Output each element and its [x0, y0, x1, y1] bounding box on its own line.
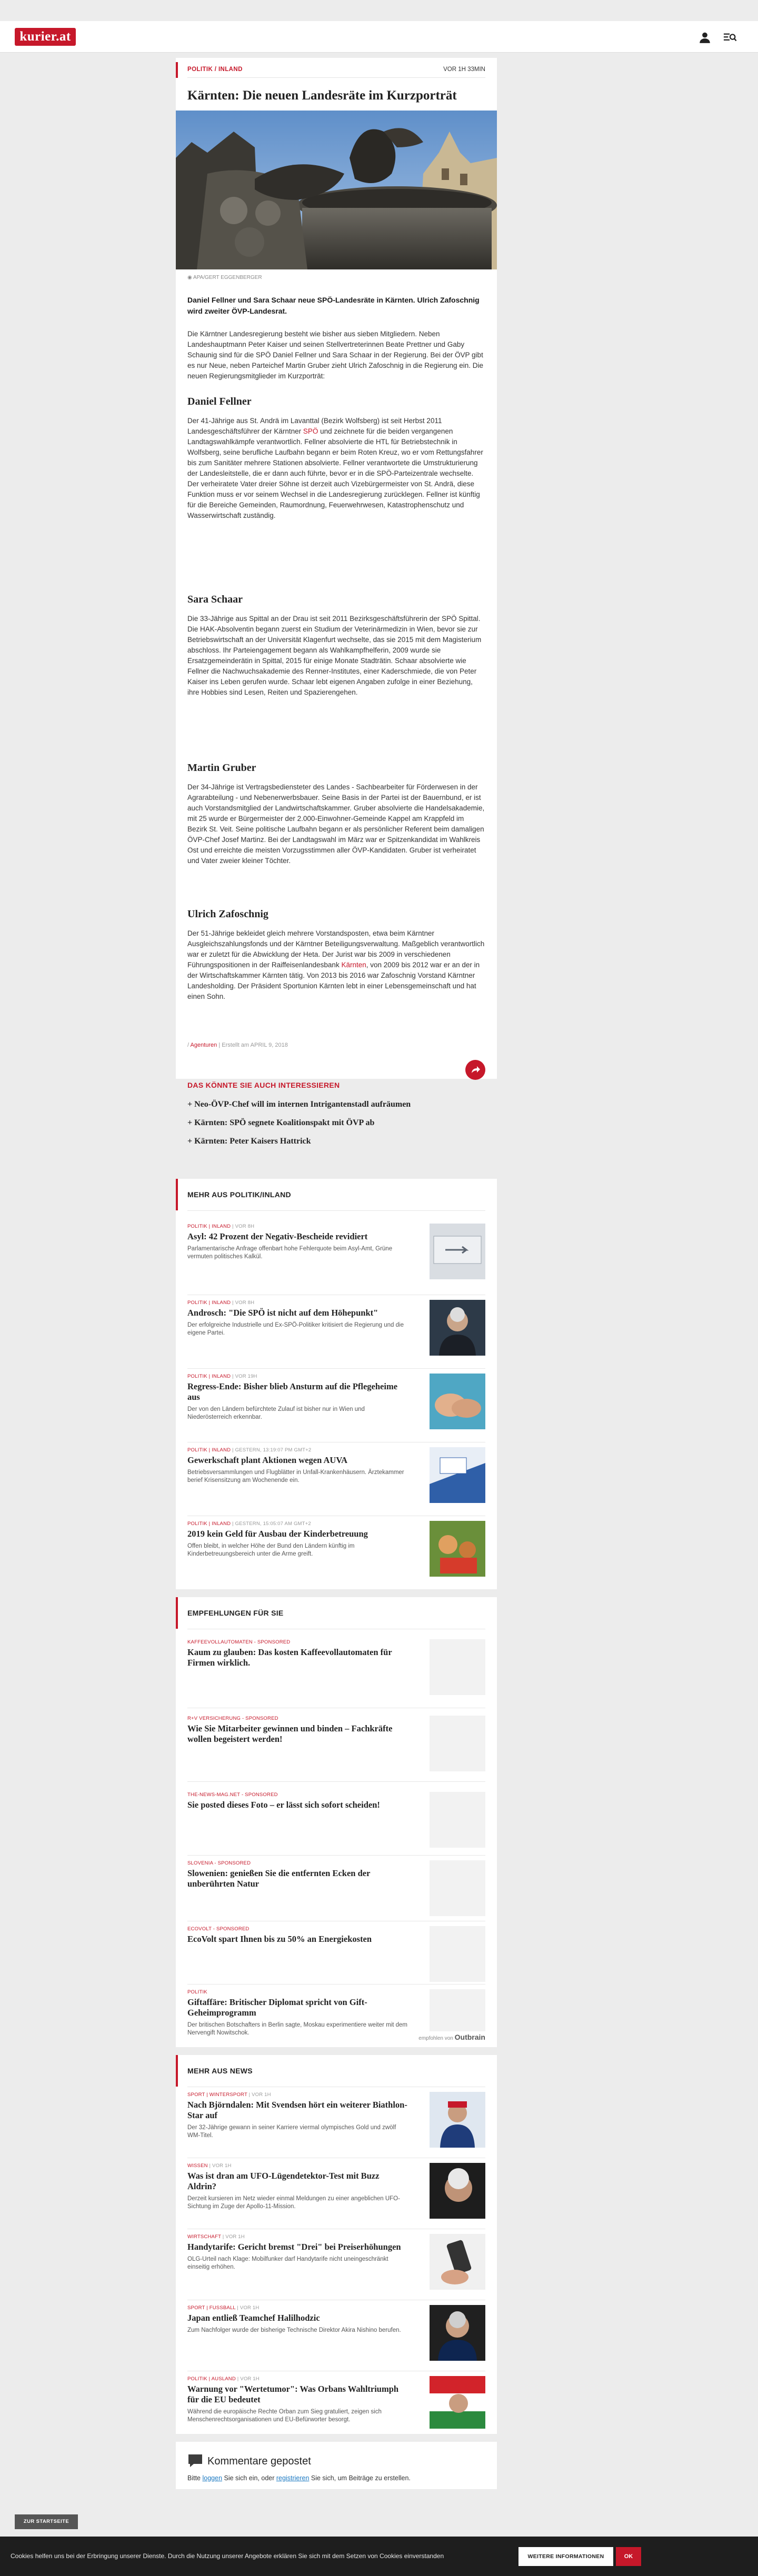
- link-spoe[interactable]: SPÖ: [303, 427, 318, 435]
- teaser-image: [430, 2376, 485, 2429]
- sponsored-teaser[interactable]: [187, 1639, 485, 1695]
- article-byline: / Agenturen | Erstellt am APRIL 9, 2018: [187, 1042, 288, 1048]
- teaser-image: [430, 1521, 485, 1577]
- teaser-image: [430, 1716, 485, 1771]
- teaser-description: Betriebsversammlungen und Flugblätter in Unfall-Krankenhäusern. Ärztekammer berief Krisensitzung am Wochenende ein.: [187, 1469, 404, 1484]
- teaser-title: Wie Sie Mitarbeiter gewinnen und binden – Fachkräfte wollen begeistert werden!: [187, 1723, 393, 1744]
- teaser[interactable]: [187, 1447, 485, 1503]
- teaser-title: EcoVolt spart Ihnen bis zu 50% an Energiekosten: [187, 1934, 372, 1944]
- article-intro: Die Kärntner Landesregierung besteht wie bisher aus sieben Mitgliedern. Neben Landeshauptmann Peter Kaiser und seinen Stellvertreterinnen Beate Prettner und Gaby Schaunig sind für die SPÖ Daniel Fellner und Sara Schaar in der Regierung. Bei der ÖVP gibt es nur Neue, neben Parteichef Martin Gruber zieht Ulrich Zafoschnig in die Regierung ein. Die neuen Regierungsmitglieder im Kurzporträt:: [187, 330, 484, 380]
- teaser-title: Kaum zu glauben: Das kosten Kaffeevollautomaten für Firmen wirklich.: [187, 1647, 392, 1668]
- teaser-category: R+V VERSICHERUNG - SPONSORED: [187, 1716, 278, 1721]
- interesting-link[interactable]: + Kärnten: Peter Kaisers Hattrick: [187, 1137, 311, 1146]
- teaser-title: 2019 kein Geld für Ausbau der Kinderbetreuung: [187, 1529, 368, 1539]
- cookie-accept-button[interactable]: OK: [616, 2547, 641, 2566]
- article-time: VOR 1H 33MIN: [443, 66, 485, 73]
- teaser-title: Warnung vor "Wertetumor": Was Orbans Wahltriumph für die EU bedeutet: [187, 2384, 399, 2404]
- sponsored-teaser[interactable]: [187, 1860, 485, 1916]
- home-button[interactable]: ZUR STARTSEITE: [15, 2514, 78, 2529]
- site-logo[interactable]: kurier.at: [15, 28, 76, 46]
- search-menu-icon[interactable]: [723, 31, 737, 44]
- section-text-gruber: Der 34-Jährige ist Vertragsbediensteter des Landes - Sachbearbeiter für Förderwesen in der Agrarabteilung - und Nebenerwerbsbauer. Seine Basis in der Partei ist der Bauernbund, er ist auch Vorstandsmitglied der Landwirtschaftskammer. Gruber absolvierte die Handelsakademie, mit 25 wurde er Bürgermeister der 2.000-Einwohner-Gemeinde Kappel am Krappfeld im Bezirk St. Veit. Seine politische Laufbahn begann er als persönlicher Referent beim damaligen ÖVP-Chef Josef Martinz. Bei der Landtagswahl im März war er Spitzenkandidat im Wahlkreis Ost und erreichte die meisten Vorzugsstimmen aller ÖVP-Kandidaten. Gruber ist verheiratet und Vater zweier kleiner Töchter.: [187, 783, 485, 865]
- teaser-category: POLITIK | INLAND | GESTERN, 15:05:07 AM GMT+2: [187, 1521, 311, 1527]
- section-marker: [176, 1597, 178, 1629]
- teaser-description: Der erfolgreiche Industrielle und Ex-SPÖ-Politiker kritisiert die Regierung und die eigene Partei.: [187, 1322, 404, 1336]
- teaser-title: Japan entließ Teamchef Halilhodzic: [187, 2313, 320, 2323]
- teaser-category: WISSEN | VOR 1H: [187, 2163, 232, 2169]
- teaser[interactable]: [187, 1374, 485, 1429]
- teaser[interactable]: [187, 2234, 485, 2290]
- article-lead: Daniel Fellner und Sara Schaar neue SPÖ-Landesräte in Kärnten. Ulrich Zafoschnig wird zweiter ÖVP-Landesrat.: [187, 296, 480, 315]
- teaser-image: [430, 1224, 485, 1279]
- teaser-category: POLITIK | INLAND | VOR 19H: [187, 1374, 257, 1379]
- teaser[interactable]: [187, 2163, 485, 2219]
- section-heading-schaar: Sara Schaar: [187, 594, 243, 605]
- teaser-image: [430, 1989, 485, 2031]
- teaser-image: [430, 1447, 485, 1503]
- header-icons: [698, 31, 737, 44]
- cookie-more-info-button[interactable]: WEITERE INFORMATIONEN: [518, 2547, 613, 2566]
- image-credit-text: APA/GERT EGGENBERGER: [193, 275, 262, 280]
- cookie-text: Cookies helfen uns bei der Erbringung unserer Dienste. Durch die Nutzung unserer Angebote erklären Sie sich mit dem Setzen von Cookies einverstanden: [11, 2552, 444, 2560]
- register-link[interactable]: registrieren: [276, 2474, 310, 2482]
- more-politik-section: [176, 1179, 497, 1589]
- teaser-description: Parlamentarische Anfrage offenbart hohe Fehlerquote beim Asyl-Amt, Grüne vermuten politisches Kalkül.: [187, 1246, 393, 1260]
- teaser-image: [430, 2305, 485, 2361]
- teaser-description: Offen bleibt, in welcher Höhe der Bund den Ländern künftig im Kinderbetreuungsbereich unter die Arme greift.: [187, 1543, 355, 1557]
- teaser-category: WIRTSCHAFT | VOR 1H: [187, 2234, 245, 2240]
- teaser-category: POLITIK | INLAND | VOR 8H: [187, 1300, 255, 1306]
- section-marker: [176, 1179, 178, 1210]
- cookie-banner: [0, 2537, 758, 2576]
- teaser-title: Asyl: 42 Prozent der Negativ-Bescheide revidiert: [187, 1231, 368, 1241]
- interesting-link[interactable]: + Kärnten: SPÖ segnete Koalitionspakt mit ÖVP ab: [187, 1118, 375, 1127]
- teaser-category: SPORT | FUSSBALL | VOR 1H: [187, 2305, 260, 2311]
- divider: [187, 1781, 485, 1782]
- teaser-title: Androsch: "Die SPÖ ist nicht auf dem Höhepunkt": [187, 1308, 378, 1318]
- divider: [187, 1368, 485, 1369]
- teaser-image: [430, 2163, 485, 2219]
- teaser-image: [430, 1860, 485, 1916]
- comment-icon: [187, 2453, 203, 2468]
- comments-section: [176, 2442, 497, 2489]
- camera-icon: ◉: [187, 275, 193, 280]
- article: [176, 58, 497, 1079]
- section-text-schaar: Die 33-Jährige aus Spittal an der Drau ist seit 2011 Bezirksgeschäftsführerin der SPÖ Spittal. Die HAK-Absolventin begann zuerst ein Studium der Veterinärmedizin in Wien, bevor sie zur Betriebswirtschaft an der Universität Klagenfurt wechselte, das sie 2015 mit dem Magisterium abschloss. Ihr Parteiengagement begann als Wahlkampfhelferin, 2009 wurde sie Ersatzgemeinderätin in Spittal, 2015 für einige Monate Stadträtin. Schaar absolvierte wie Fellner die Nachwuchsakademie des Renner-Institutes, einer Kaderschmiede, die von Peter Kaiser ins Leben gerufen wurde. Schaar lebt eigenen Angaben zufolge in einer Beziehung, ihre Hobbies sind Lesen, Reiten und Spazierengehen.: [187, 615, 482, 696]
- teaser-image: [430, 1639, 485, 1695]
- teaser-title: Nach Björndalen: Mit Svendsen hört ein weiterer Biathlon-Star auf: [187, 2100, 407, 2120]
- teaser-title: Slowenien: genießen Sie die entfernten Ecken der unberührten Natur: [187, 1868, 371, 1889]
- category-marker: [176, 62, 178, 78]
- section-text-zafoschnig: Der 51-Jährige bekleidet gleich mehrere Vorstandsposten, etwa beim Kärntner Ausgleichszahlungsfonds und der Kärntner Beteiligungsverwaltung. Maßgeblich verantwortlich war er zuletzt für die Abwicklung der Heta. Der Jurist war bis 2009 in verschiedenen Führungspositionen in der Raiffeisenlandesbank Kärnten, von 2009 bis 2012 war er an der in der Wirtschaftskammer Kärnten tätig. Von 2013 bis 2016 war Zafoschnig Vorstand Kärntner Landesholding. Der Präsident Sportunion Kärnten lebt in einer Lebensgemeinschaft und hat einen Sohn.: [187, 929, 485, 1000]
- section-heading-fellner: Daniel Fellner: [187, 396, 252, 407]
- section-text-fellner: Der 41-Jährige aus St. Andrä im Lavanttal (Bezirk Wolfsberg) ist seit Herbst 2011 Landesgeschäftsführer der Kärntner SPÖ und zeichnete für die beiden vergangenen Landtagswahlkämpfe verantwortlich. Fellner absolvierte die HTL für Betriebstechnik in Wolfsberg, seine berufliche Laufbahn begann er beim Roten Kreuz, wo er vom Rettungsfahrer bis zum Sanitäter mehrere Stationen absolvierte. Fellner verantwortete die Umstrukturierung der Landesleitstelle, die er dann auch führte, bevor er in die SPÖ-Parteizentrale wechselte. Der verheiratete Vater dreier Söhne ist derzeit auch Vizebürgermeister von St. Andrä, diese Funktion muss er vor seinem Wechsel in die Landesregierung zurücklegen. Fellner ist künftig für die Bereiche Gemeinden, Raumordnung, Feuerwehrwesen, Katastrophenschutz und Wasserwirtschaft zuständig.: [187, 417, 483, 519]
- share-arrow-icon: [465, 1060, 485, 1080]
- teaser-image: [430, 2234, 485, 2290]
- more-news-section: [176, 2055, 497, 2434]
- author-link[interactable]: Agenturen: [190, 1042, 217, 1048]
- section-heading: MEHR AUS NEWS: [187, 2067, 253, 2075]
- recommendations-section: [176, 1597, 497, 2047]
- interesting-link[interactable]: + Neo-ÖVP-Chef will im internen Intrigantenstadl aufräumen: [187, 1100, 411, 1109]
- article-title: Kärnten: Die neuen Landesräte im Kurzporträt: [187, 88, 457, 103]
- section-heading-gruber: Martin Gruber: [187, 762, 256, 774]
- teaser-category: POLITIK | INLAND | VOR 8H: [187, 1224, 255, 1229]
- teaser[interactable]: [187, 1224, 485, 1279]
- outbrain-credit[interactable]: empfohlen von Outbrain: [418, 2033, 485, 2041]
- teaser-description: Der 32-Jährige gewann in seiner Karriere viermal olympisches Gold und zwölf WM-Titel.: [187, 2124, 396, 2139]
- image-credit: [187, 275, 262, 280]
- section-heading: EMPFEHLUNGEN FÜR SIE: [187, 1609, 284, 1617]
- teaser-category: POLITIK: [187, 1989, 207, 1995]
- teaser-description: Derzeit kursieren im Netz wieder einmal Meldungen zu einer angeblichen UFO-Sichtung im Zuge der Apollo-11-Mission.: [187, 2196, 400, 2210]
- section-heading: MEHR AUS POLITIK/INLAND: [187, 1190, 291, 1199]
- sponsored-teaser[interactable]: [187, 1792, 485, 1848]
- teaser-title: Gewerkschaft plant Aktionen wegen AUVA: [187, 1455, 348, 1465]
- teaser-description: OLG-Urteil nach Klage: Mobilfunker darf Handytarife nicht uneingeschränkt einseitig erhöhen.: [187, 2256, 388, 2270]
- teaser[interactable]: [187, 2376, 485, 2432]
- teaser-title: Sie posted dieses Foto – er lässt sich sofort scheiden!: [187, 1800, 380, 1810]
- teaser-title: Giftaffäre: Britischer Diplomat spricht von Gift-Geheimprogramm: [187, 1997, 367, 2018]
- teaser-description: Der britischen Botschafters in Berlin sagte, Moskau experimentiere weiter mit dem Nervengift Nowitschok.: [187, 2022, 408, 2036]
- teaser[interactable]: [187, 1989, 485, 2036]
- teaser[interactable]: [187, 1300, 485, 1356]
- teaser-category: POLITIK | AUSLAND | VOR 1H: [187, 2376, 260, 2382]
- comments-login-hint: Bitte loggen Sie sich ein, oder registrieren Sie sich, um Beiträge zu erstellen.: [187, 2474, 411, 2482]
- teaser-category: THE-NEWS-MAG.NET - SPONSORED: [187, 1792, 278, 1798]
- site-header: [0, 21, 758, 53]
- teaser-description: Während die europäische Rechte Orban zum Sieg gratuliert, zeigen sich Menschenrechtsorganisationen und EU-Befürworter besorgt.: [187, 2409, 382, 2423]
- link-kaernten[interactable]: Kärnten: [341, 961, 366, 969]
- login-link[interactable]: loggen: [202, 2474, 223, 2482]
- share-button[interactable]: [465, 1060, 485, 1080]
- section-marker: [176, 2055, 178, 2087]
- teaser-category: SLOVENIA - SPONSORED: [187, 1860, 251, 1866]
- comments-heading: Kommentare gepostet: [207, 2455, 311, 2467]
- interesting-heading: DAS KÖNNTE SIE AUCH INTERESSIEREN: [187, 1081, 340, 1089]
- teaser-image: [430, 1792, 485, 1848]
- teaser-title: Regress-Ende: Bisher blieb Ansturm auf die Pflegeheime aus: [187, 1381, 398, 1402]
- teaser-category: POLITIK | INLAND | GESTERN, 13:19:07 PM GMT+2: [187, 1447, 312, 1453]
- teaser-category: KAFFEEVOLLAUTOMATEN - SPONSORED: [187, 1639, 291, 1645]
- teaser-title: Was ist dran am UFO-Lügendetektor-Test mit Buzz Aldrin?: [187, 2171, 380, 2191]
- sponsored-teaser[interactable]: [187, 1716, 485, 1771]
- teaser-image: [430, 1926, 485, 1982]
- teaser-title: Handytarife: Gericht bremst "Drei" bei Preiserhöhungen: [187, 2242, 401, 2252]
- teaser-image: [430, 1374, 485, 1429]
- teaser[interactable]: [187, 2092, 485, 2148]
- teaser-image: [430, 2092, 485, 2148]
- teaser-image: [430, 1300, 485, 1356]
- teaser-category: ECOVOLT - SPONSORED: [187, 1926, 250, 1932]
- teaser-description: Der von den Ländern befürchtete Zulauf ist bisher nur in Wien und Niederösterreich erkennbar.: [187, 1406, 365, 1420]
- teaser-description: Zum Nachfolger wurde der bisherige Technische Direktor Akira Nishino berufen.: [187, 2327, 401, 2333]
- teaser[interactable]: [187, 1521, 485, 1577]
- user-icon[interactable]: [698, 31, 712, 44]
- divider: [187, 1210, 485, 1211]
- sponsored-teaser[interactable]: [187, 1926, 485, 1968]
- teaser[interactable]: [187, 2305, 485, 2361]
- article-hero-image: [176, 111, 497, 269]
- article-meta: [187, 62, 485, 78]
- teaser-category: SPORT | WINTERSPORT | VOR 1H: [187, 2092, 271, 2098]
- article-category[interactable]: POLITIK / INLAND: [187, 66, 243, 73]
- section-heading-zafoschnig: Ulrich Zafoschnig: [187, 908, 268, 920]
- divider: [187, 1855, 485, 1856]
